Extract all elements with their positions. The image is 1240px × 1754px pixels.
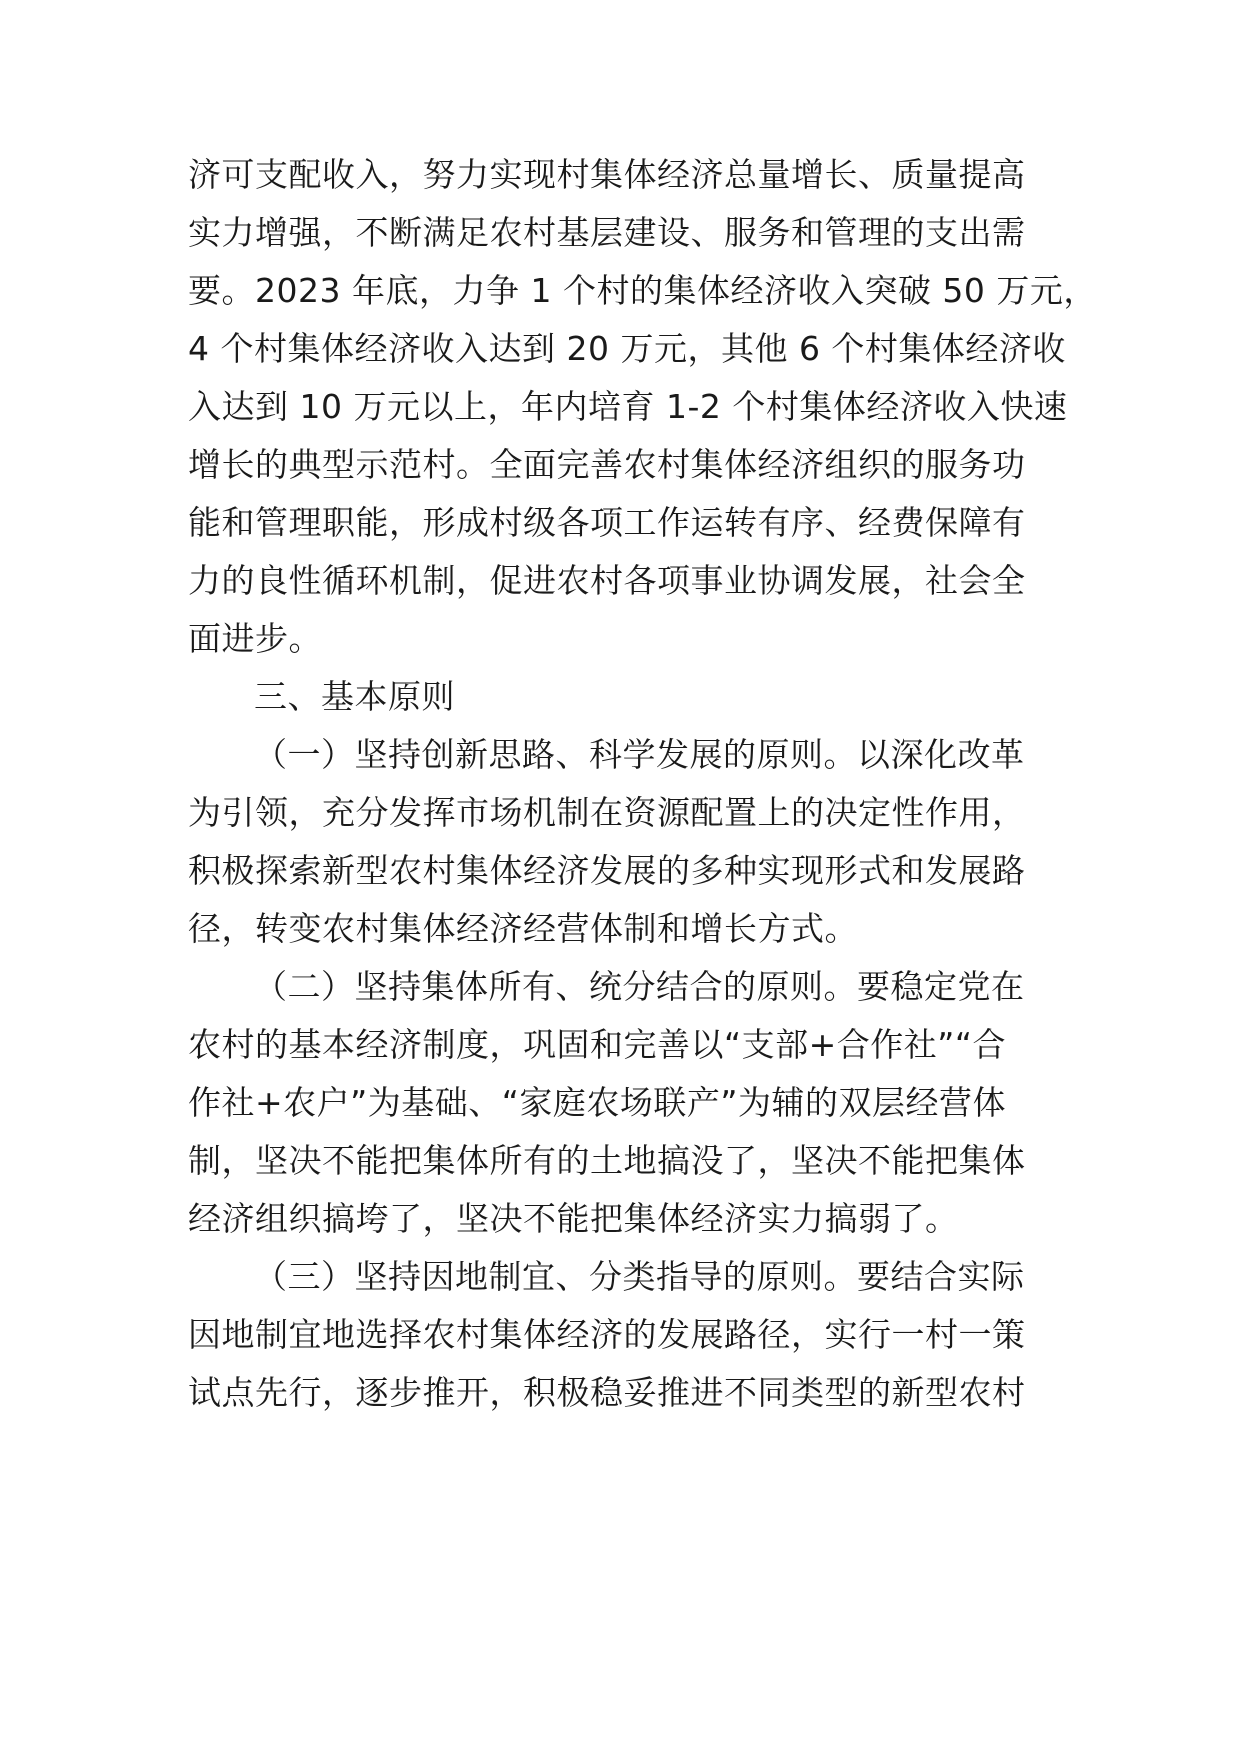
- text-line: 作社+农户”为基础、“家庭农场联产”为辅的双层经营体: [188, 1083, 1006, 1122]
- section-heading: 三、基本原则: [254, 677, 455, 716]
- text-line: 制，坚决不能把集体所有的土地搞没了，坚决不能把集体: [188, 1141, 1026, 1180]
- paragraph-start: （一）坚持创新思路、科学发展的原则。以深化改革: [254, 735, 1025, 774]
- text-line: 力的良性循环机制，促进农村各项事业协调发展，社会全: [188, 561, 1026, 600]
- text-line: 试点先行，逐步推开，积极稳妥推进不同类型的新型农村: [188, 1373, 1026, 1412]
- paragraph-start: （二）坚持集体所有、统分结合的原则。要稳定党在: [254, 967, 1025, 1006]
- text-line: 实力增强，不断满足农村基层建设、服务和管理的支出需: [188, 213, 1026, 252]
- paragraph-start: （三）坚持因地制宜、分类指导的原则。要结合实际: [254, 1257, 1025, 1296]
- text-line: 经济组织搞垮了，坚决不能把集体经济实力搞弱了。: [188, 1199, 959, 1238]
- text-line: 增长的典型示范村。全面完善农村集体经济组织的服务功: [188, 445, 1026, 484]
- text-line: 积极探索新型农村集体经济发展的多种实现形式和发展路: [188, 851, 1026, 890]
- text-line: 径，转变农村集体经济经营体制和增长方式。: [188, 909, 858, 948]
- text-line: 为引领，充分发挥市场机制在资源配置上的决定性作用，: [188, 793, 1026, 832]
- text-line: 4 个村集体经济收入达到 20 万元，其他 6 个村集体经济收: [188, 329, 1066, 368]
- text-line: 济可支配收入，努力实现村集体经济总量增长、质量提高: [188, 155, 1026, 194]
- text-line: 因地制宜地选择农村集体经济的发展路径，实行一村一策: [188, 1315, 1026, 1354]
- text-line: 能和管理职能，形成村级各项工作运转有序、经费保障有: [188, 503, 1026, 542]
- text-line: 入达到 10 万元以上，年内培育 1-2 个村集体经济收入快速: [188, 387, 1068, 426]
- text-line: 农村的基本经济制度，巩固和完善以“支部+合作社”“合: [188, 1025, 1006, 1064]
- text-line: 要。2023 年底，力争 1 个村的集体经济收入突破 50 万元，: [188, 271, 1097, 310]
- text-line: 面进步。: [188, 619, 322, 658]
